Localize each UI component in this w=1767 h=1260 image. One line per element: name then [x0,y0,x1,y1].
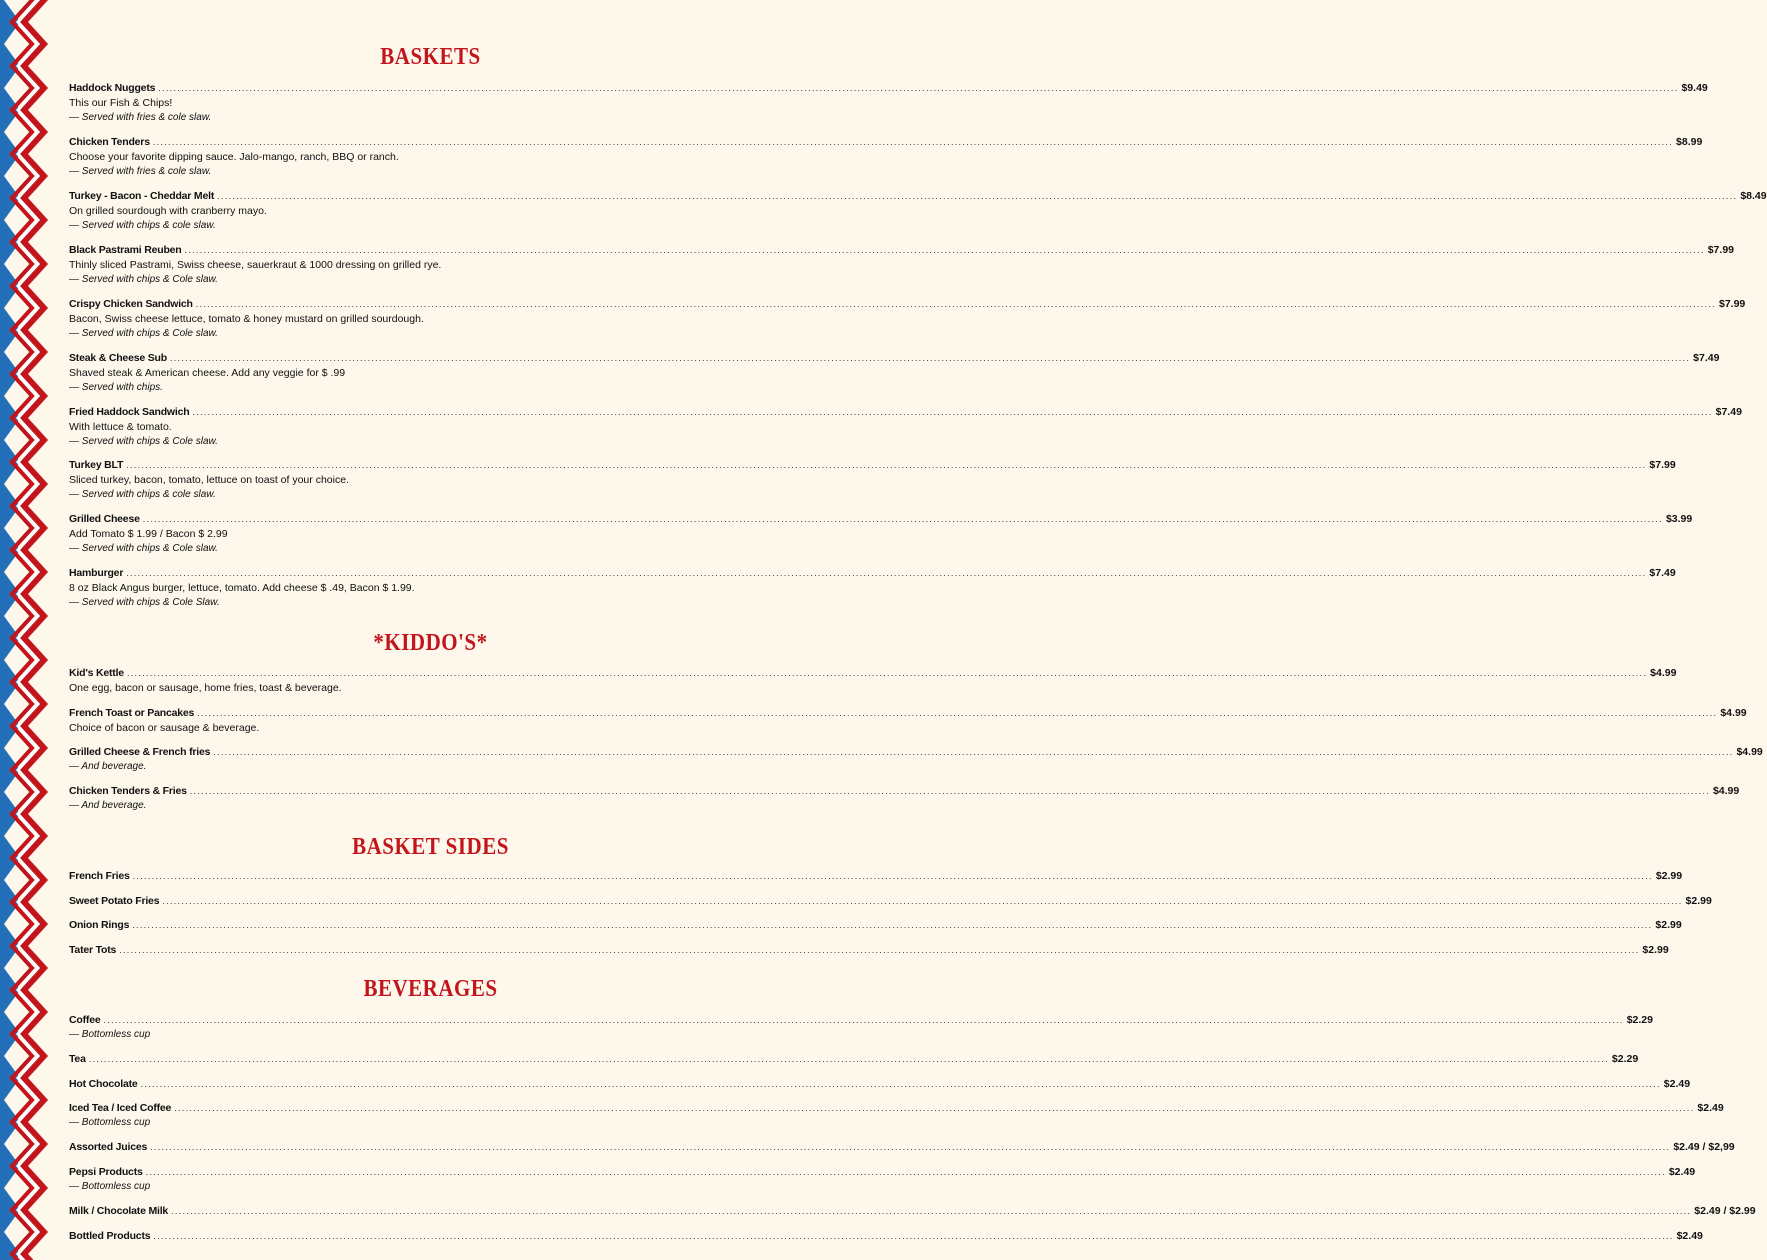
menu-item-french-fries [69,870,1683,884]
item-price: $7.49 [1693,352,1720,364]
dot-leader: ................................................................................................................................................................................................................................................................................................................................................................................................................ [217,191,1738,201]
item-name: Turkey BLT [69,459,124,471]
item-price: $2.99 [1655,870,1683,882]
item-price: $2.99 [1642,944,1669,956]
item-description: Shaved steak & American cheese. Add any veggie for $ .99 [69,367,346,379]
menu-item-turkey-bacon-cheddar-melt [69,190,1767,233]
item-name: Crispy Chicken Sandwich [69,298,193,310]
menu-item-fried-haddock-sandwich [69,406,1742,449]
item-name: Chicken Tenders & Fries [69,785,187,797]
item-price: $4.99 [1712,785,1740,797]
item-description: 8 oz Black Angus burger, lettuce, tomato. Add cheese $ .49, Bacon $ 1.99. [69,582,415,594]
menu-item-steak-cheese-sub [69,352,1720,395]
menu-item-coffee [69,1014,1653,1042]
menu-item-milk-chocolate-milk [69,1205,1756,1219]
dot-leader: ................................................................................................................................................................................................................................................................................................................................................................................................................ [126,568,1647,578]
item-name: Sweet Potato Fries [69,895,160,907]
dot-leader: ................................................................................................................................................................................................................................................................................................................................................................................................................ [169,353,1691,363]
item-note: — Served with chips & Cole slaw. [69,328,218,339]
menu-item-iced-tea-iced-coffee [69,1102,1724,1130]
item-name: Turkey - Bacon - Cheddar Melt [69,190,215,202]
menu-item-hamburger [69,567,1676,610]
item-note: — Served with fries & cole slaw. [69,166,212,177]
item-description: On grilled sourdough with cranberry mayo. [69,205,267,217]
item-name: Pepsi Products [69,1166,143,1178]
item-price: $4.99 [1720,707,1747,719]
item-note: — Served with chips. [69,382,163,393]
item-name: Hamburger [69,567,124,579]
item-description: Thinly sliced Pastrami, Swiss cheese, sauerkraut & 1000 dressing on grilled rye. [69,259,442,271]
item-price: $4.99 [1736,746,1763,758]
menu-item-grilled-cheese-french-fries [69,746,1763,774]
item-note: — And beverage. [69,800,147,811]
item-note: — Served with chips & Cole slaw. [69,274,218,285]
menu-item-chicken-tenders [69,136,1703,179]
dot-leader: ................................................................................................................................................................................................................................................................................................................................................................................................................ [197,708,1718,718]
item-note: — Bottomless cup [69,1117,151,1128]
dot-leader: ................................................................................................................................................................................................................................................................................................................................................................................................................ [126,460,1647,470]
menu-item-hot-chocolate [69,1078,1691,1092]
dot-leader: ................................................................................................................................................................................................................................................................................................................................................................................................................ [213,747,1734,757]
dot-leader: ................................................................................................................................................................................................................................................................................................................................................................................................................ [126,668,1648,678]
item-description: Choice of bacon or sausage & beverage. [69,722,260,734]
dot-leader: ................................................................................................................................................................................................................................................................................................................................................................................................................ [140,1079,1661,1089]
dot-leader: ................................................................................................................................................................................................................................................................................................................................................................................................................ [103,1015,1624,1025]
item-price: $2.49 / $2.99 [1694,1205,1756,1217]
item-name: Tea [69,1053,86,1065]
item-description: Sliced turkey, bacon, tomato, lettuce on toast of your choice. [69,474,349,486]
dot-leader: ................................................................................................................................................................................................................................................................................................................................................................................................................ [158,83,1679,93]
section-title-baskets: BASKETS [380,42,481,70]
menu-item-pepsi-products [69,1166,1696,1194]
menu-item-sweet-potato-fries [69,895,1712,909]
item-description: Add Tomato $ 1.99 / Bacon $ 2.99 [69,528,228,540]
menu-item-tea [69,1053,1639,1067]
dot-leader: ................................................................................................................................................................................................................................................................................................................................................................................................................ [189,786,1710,796]
menu-item-grilled-cheese [69,513,1693,556]
item-price: $8.49 [1740,190,1767,202]
item-price: $2.99 [1685,895,1712,907]
item-note: — Bottomless cup [69,1029,151,1040]
item-name: Fried Haddock Sandwich [69,406,190,418]
item-description: One egg, bacon or sausage, home fries, toast & beverage. [69,682,342,694]
menu-item-chicken-tenders-fries [69,785,1740,813]
chevron-border-decoration [0,0,52,1260]
item-description: With lettuce & tomato. [69,421,172,433]
dot-leader: ................................................................................................................................................................................................................................................................................................................................................................................................................ [88,1054,1609,1064]
menu-item-onion-rings [69,919,1682,933]
item-name: French Fries [69,870,130,882]
section-title-basket-sides: BASKET SIDES [352,832,509,860]
item-name: Coffee [69,1014,101,1026]
menu-item-bottled-products [69,1230,1703,1244]
menu-item-black-pastrami-reuben [69,244,1734,287]
item-price: $2.99 [1655,919,1682,931]
item-price: $2.49 [1697,1102,1724,1114]
item-name: Grilled Cheese [69,513,140,525]
item-price: $7.99 [1649,459,1676,471]
item-price: $7.49 [1649,567,1676,579]
item-price: $2.29 [1611,1053,1639,1065]
item-price: $7.99 [1707,244,1734,256]
dot-leader: ................................................................................................................................................................................................................................................................................................................................................................................................................ [153,1231,1674,1241]
item-name: Bottled Products [69,1230,151,1242]
dot-leader: ................................................................................................................................................................................................................................................................................................................................................................................................................ [132,920,1653,930]
item-name: Tater Tots [69,944,117,956]
item-name: Hot Chocolate [69,1078,138,1090]
item-name: Black Pastrami Reuben [69,244,182,256]
dot-leader: ................................................................................................................................................................................................................................................................................................................................................................................................................ [142,514,1663,524]
item-name: Iced Tea / Iced Coffee [69,1102,172,1114]
item-note: — Served with chips & cole slaw. [69,489,216,500]
item-price: $7.49 [1715,406,1742,418]
dot-leader: ................................................................................................................................................................................................................................................................................................................................................................................................................ [132,871,1653,881]
dot-leader: ................................................................................................................................................................................................................................................................................................................................................................................................................ [184,245,1705,255]
item-price: $4.99 [1650,667,1677,679]
dot-leader: ................................................................................................................................................................................................................................................................................................................................................................................................................ [162,896,1683,906]
item-note: — And beverage. [69,761,147,772]
menu-item-tater-tots [69,944,1669,958]
item-price: $3.99 [1665,513,1693,525]
menu-item-crispy-chicken-sandwich [69,298,1746,341]
item-description: Bacon, Swiss cheese lettuce, tomato & honey mustard on grilled sourdough. [69,313,424,325]
item-note: — Served with chips & Cole Slaw. [69,597,220,608]
dot-leader: ................................................................................................................................................................................................................................................................................................................................................................................................................ [171,1206,1692,1216]
menu-item-turkey-blt [69,459,1676,502]
dot-leader: ................................................................................................................................................................................................................................................................................................................................................................................................................ [150,1142,1671,1152]
dot-leader: ................................................................................................................................................................................................................................................................................................................................................................................................................ [195,299,1716,309]
item-price: $2.29 [1626,1014,1653,1026]
section-title-kiddos: *KIDDO'S* [373,628,488,656]
item-price: $8.99 [1676,136,1703,148]
item-note: — Served with chips & Cole slaw. [69,543,218,554]
item-name: Assorted Juices [69,1141,148,1153]
dot-leader: ................................................................................................................................................................................................................................................................................................................................................................................................................ [145,1167,1666,1177]
item-price: $2.49 [1668,1166,1696,1178]
item-name: Onion Rings [69,919,130,931]
item-name: French Toast or Pancakes [69,707,195,719]
item-note: — Bottomless cup [69,1181,151,1192]
item-name: Steak & Cheese Sub [69,352,167,364]
dot-leader: ................................................................................................................................................................................................................................................................................................................................................................................................................ [152,137,1674,147]
item-description: This our Fish & Chips! [69,97,173,109]
item-price: $2.49 [1676,1230,1703,1242]
item-note: — Served with chips & Cole slaw. [69,436,218,447]
item-price: $2.49 [1663,1078,1691,1090]
item-name: Haddock Nuggets [69,82,156,94]
menu-item-assorted-juices [69,1141,1735,1155]
menu-item-french-toast-or-pancakes [69,707,1747,736]
item-name: Milk / Chocolate Milk [69,1205,169,1217]
item-name: Grilled Cheese & French fries [69,746,211,758]
item-description: Choose your favorite dipping sauce. Jalo-mango, ranch, BBQ or ranch. [69,151,399,163]
dot-leader: ................................................................................................................................................................................................................................................................................................................................................................................................................ [119,945,1640,955]
item-note: — Served with fries & cole slaw. [69,112,212,123]
section-title-beverages: BEVERAGES [363,974,498,1002]
item-name: Kid's Kettle [69,667,124,679]
dot-leader: ................................................................................................................................................................................................................................................................................................................................................................................................................ [174,1103,1695,1113]
item-name: Chicken Tenders [69,136,150,148]
item-note: — Served with chips & cole slaw. [69,220,216,231]
item-price: $7.99 [1718,298,1746,310]
menu-item-haddock-nuggets [69,82,1708,125]
menu-item-kids-kettle [69,667,1677,696]
item-price: $9.49 [1681,82,1708,94]
dot-leader: ................................................................................................................................................................................................................................................................................................................................................................................................................ [192,407,1713,417]
item-price: $2.49 / $2,99 [1673,1141,1735,1153]
